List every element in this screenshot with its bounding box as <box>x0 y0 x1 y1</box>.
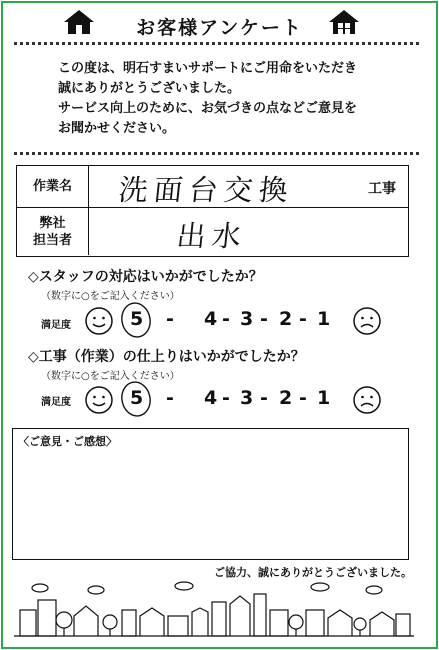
question-note: （数字に○をご記入ください） <box>41 371 180 382</box>
selected-rating-circle <box>118 379 154 419</box>
question-text: ◇スタッフの対応はいかがでしたか？ <box>28 269 263 285</box>
rating-option-2[interactable]: 2 <box>279 387 293 409</box>
smiley-face-icon <box>84 385 114 415</box>
header-divider <box>14 42 419 45</box>
scale-separator: - <box>166 308 174 330</box>
scale-separator: - <box>299 387 307 409</box>
work-suffix: 工事 <box>368 181 396 197</box>
staff-label <box>17 208 89 255</box>
scale-separator: - <box>166 387 174 409</box>
work-label: 作業名 <box>17 166 89 207</box>
staff-label-line1: 弊社 <box>39 215 66 231</box>
intro-divider <box>14 152 419 155</box>
rating-option-1[interactable]: 1 <box>317 387 331 409</box>
staff-label-line2: 担当者 <box>32 232 72 248</box>
townscape-illustration <box>14 580 414 638</box>
staff-name-value[interactable]: 出水 <box>175 219 249 253</box>
rating-option-5[interactable]: 5 <box>130 308 144 330</box>
rating-option-3[interactable]: 3 <box>240 308 254 330</box>
satisfaction-label: 満足度 <box>41 320 71 331</box>
smiley-face-icon <box>84 306 114 336</box>
scale-separator: - <box>222 387 230 409</box>
question-note: （数字に○をご記入ください） <box>41 291 180 302</box>
scale-separator: - <box>260 387 268 409</box>
selected-rating-circle <box>118 300 154 340</box>
header <box>0 6 439 39</box>
thanks-text: ご協力、誠にありがとうございました。 <box>214 566 412 579</box>
scale-separator: - <box>299 308 307 330</box>
info-table <box>16 165 409 257</box>
question-text: ◇工事（作業）の仕上りはいかがでしたか？ <box>28 349 305 365</box>
intro-text: この度は、明石すまいサポートにご用命をいただき 誠にありがとうございました。 サービス向上のために、お気づきの点などご意見を お聞かせください。 <box>58 61 358 136</box>
rating-option-2[interactable]: 2 <box>279 308 293 330</box>
comment-label: 〈ご意見・ご感想〉 <box>18 435 117 448</box>
comment-box[interactable] <box>12 428 409 560</box>
frowning-face-icon <box>352 385 382 415</box>
rating-option-4[interactable]: 4 <box>204 308 218 330</box>
rating-option-3[interactable]: 3 <box>240 387 254 409</box>
scale-separator: - <box>260 308 268 330</box>
page-title: お客様アンケート <box>136 17 303 39</box>
work-name-value[interactable]: 洗面台交換 <box>117 173 296 207</box>
rating-option-4[interactable]: 4 <box>204 387 218 409</box>
scale-separator: - <box>222 308 230 330</box>
rating-option-1[interactable]: 1 <box>317 308 331 330</box>
rating-option-5[interactable]: 5 <box>130 387 144 409</box>
house-icon <box>327 9 361 35</box>
satisfaction-label: 満足度 <box>41 397 71 408</box>
frowning-face-icon <box>352 306 382 336</box>
